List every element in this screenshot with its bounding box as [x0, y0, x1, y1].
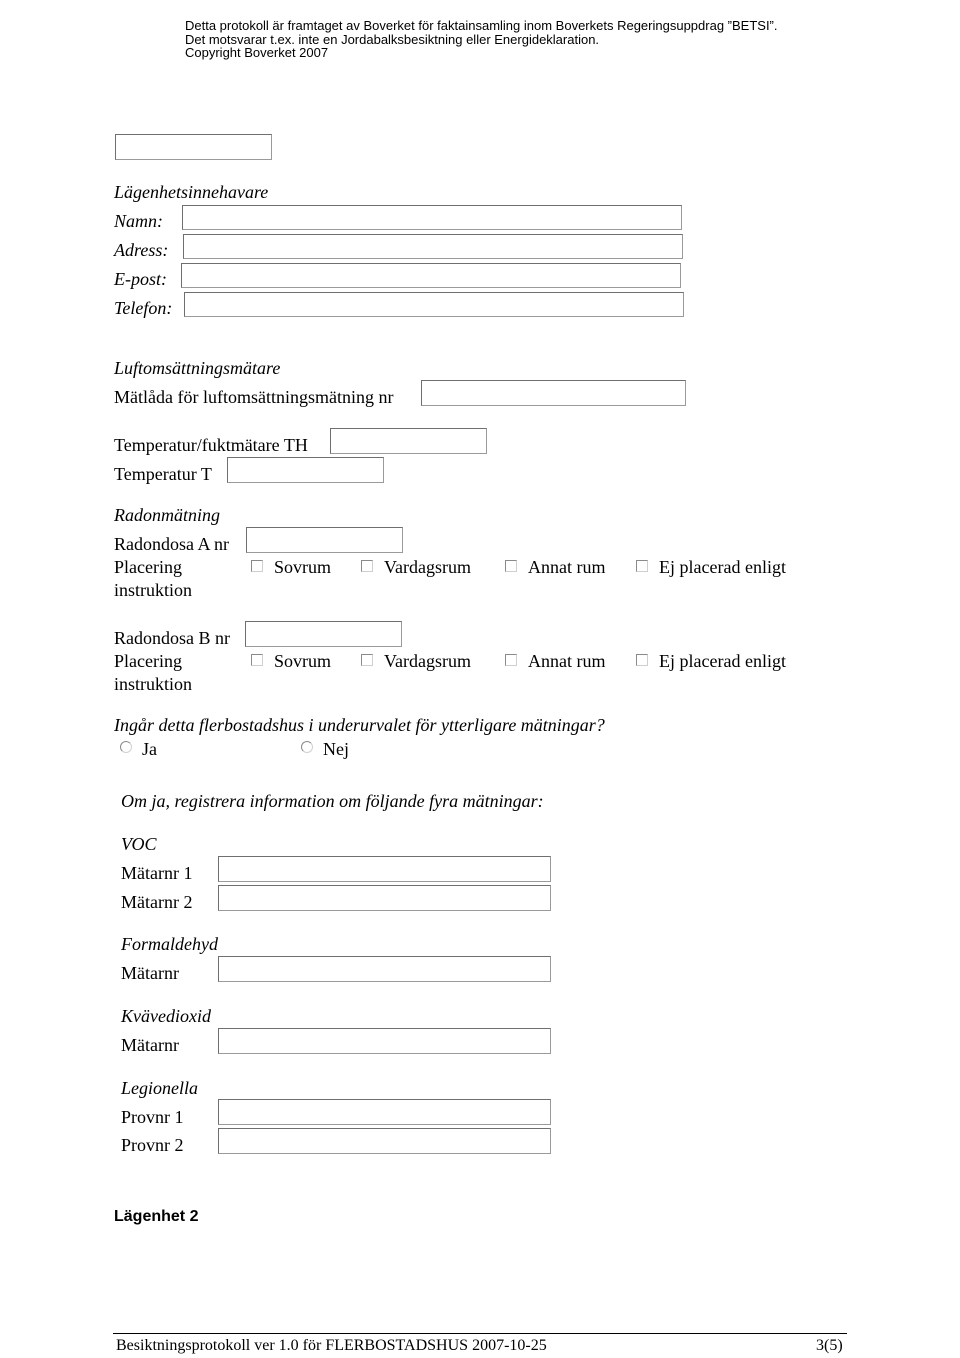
- address-input[interactable]: [183, 234, 683, 259]
- no2-input[interactable]: [218, 1028, 551, 1054]
- radon-heading: Radonmätning: [114, 505, 220, 525]
- footer-divider: [113, 1333, 847, 1334]
- subsample-yes-label: Ja: [142, 739, 157, 759]
- subsample-no-label: Nej: [323, 739, 349, 759]
- header-line-3: Copyright Boverket 2007: [185, 45, 329, 60]
- no2-heading: Kvävedioxid: [121, 1006, 211, 1026]
- radon-a-placement-2: instruktion: [114, 580, 193, 600]
- email-input[interactable]: [181, 263, 681, 288]
- apartment-id-input[interactable]: [115, 134, 272, 160]
- subsample-no-radio[interactable]: [301, 741, 313, 753]
- legionella-1-input[interactable]: [218, 1099, 551, 1125]
- radon-a-label: Radondosa A nr: [114, 534, 229, 554]
- radon-a-sovrum-label: Sovrum: [274, 557, 332, 577]
- phone-label: Telefon:: [114, 298, 173, 318]
- legionella-2-label: Provnr 2: [121, 1135, 184, 1155]
- phone-input[interactable]: [184, 292, 684, 317]
- radon-a-vardagsrum-checkbox[interactable]: [361, 560, 373, 572]
- radon-a-annat-rum-label: Annat rum: [528, 557, 606, 577]
- radon-b-label: Radondosa B nr: [114, 628, 230, 648]
- section-title: Lägenhet 2: [114, 1208, 199, 1225]
- header-line-1: Detta protokoll är framtaget av Boverket för faktainsamling inom Boverkets Regeringsuppdrag ”BETSI”.: [185, 18, 778, 33]
- legionella-heading: Legionella: [121, 1078, 198, 1098]
- voc-1-input[interactable]: [218, 856, 551, 882]
- no2-label: Mätarnr: [121, 1035, 179, 1055]
- radon-a-sovrum-checkbox[interactable]: [251, 560, 263, 572]
- voc-2-input[interactable]: [218, 885, 551, 911]
- extra-intro: Om ja, registrera information om följande fyra mätningar:: [121, 791, 544, 811]
- formaldehyde-heading: Formaldehyd: [121, 934, 218, 954]
- voc-1-label: Mätarnr 1: [121, 863, 193, 883]
- radon-a-ej-placerad-checkbox[interactable]: [636, 560, 648, 572]
- t-label: Temperatur T: [114, 464, 212, 484]
- radon-b-ej-placerad-label: Ej placerad enligt: [659, 651, 786, 671]
- name-label: Namn:: [114, 211, 163, 231]
- subsample-question: Ingår detta flerbostadshus i underurvalet för ytterligare mätningar?: [114, 715, 605, 735]
- radon-b-annat-rum-checkbox[interactable]: [505, 654, 517, 666]
- legionella-2-input[interactable]: [218, 1128, 551, 1154]
- radon-b-placement-1: Placering: [114, 651, 182, 671]
- radon-b-sovrum-label: Sovrum: [274, 651, 332, 671]
- voc-2-label: Mätarnr 2: [121, 892, 193, 912]
- radon-b-placement-2: instruktion: [114, 674, 193, 694]
- footer-left: Besiktningsprotokoll ver 1.0 för FLERBOSTADSHUS 2007-10-25: [116, 1337, 547, 1354]
- radon-b-vardagsrum-label: Vardagsrum: [384, 651, 471, 671]
- subsample-yes-radio[interactable]: [120, 741, 132, 753]
- radon-a-ej-placerad-label: Ej placerad enligt: [659, 557, 786, 577]
- radon-b-ej-placerad-checkbox[interactable]: [636, 654, 648, 666]
- legionella-1-label: Provnr 1: [121, 1107, 184, 1127]
- name-input[interactable]: [182, 205, 682, 230]
- t-input[interactable]: [227, 457, 384, 483]
- address-label: Adress:: [114, 240, 169, 260]
- radon-b-vardagsrum-checkbox[interactable]: [361, 654, 373, 666]
- email-label: E-post:: [114, 269, 167, 289]
- air-heading: Luftomsättningsmätare: [114, 358, 281, 378]
- radon-a-annat-rum-checkbox[interactable]: [505, 560, 517, 572]
- radon-a-input[interactable]: [246, 527, 403, 553]
- radon-b-sovrum-checkbox[interactable]: [251, 654, 263, 666]
- radon-a-vardagsrum-label: Vardagsrum: [384, 557, 471, 577]
- radon-b-input[interactable]: [245, 621, 402, 647]
- formaldehyde-label: Mätarnr: [121, 963, 179, 983]
- tenant-heading: Lägenhetsinnehavare: [114, 182, 269, 202]
- th-label: Temperatur/fuktmätare TH: [114, 435, 308, 455]
- voc-heading: VOC: [121, 834, 157, 854]
- header-line-2: Det motsvarar t.ex. inte en Jordabalksbesiktning eller Energideklaration.: [185, 32, 600, 47]
- radon-b-annat-rum-label: Annat rum: [528, 651, 606, 671]
- th-input[interactable]: [330, 428, 487, 454]
- air-box-input[interactable]: [421, 380, 686, 406]
- radon-a-placement-1: Placering: [114, 557, 182, 577]
- air-box-label: Mätlåda för luftomsättningsmätning nr: [114, 387, 394, 407]
- formaldehyde-input[interactable]: [218, 956, 551, 982]
- page-number: 3(5): [816, 1337, 843, 1354]
